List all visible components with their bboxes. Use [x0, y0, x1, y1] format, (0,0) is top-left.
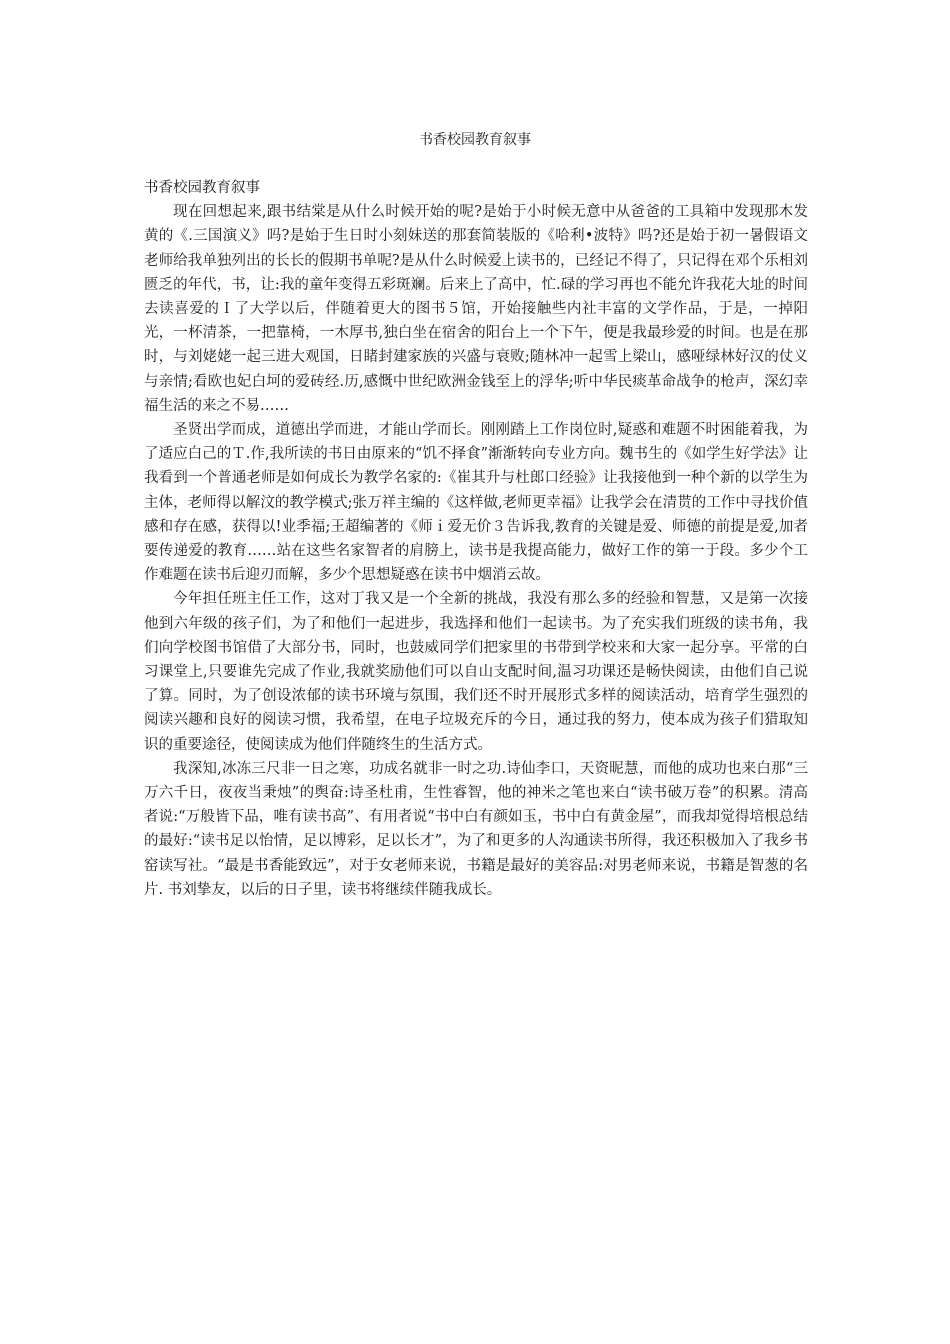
paragraph: 我深知,冰冻三尺非一日之寒，功成名就非一时之功.诗仙李口，天资昵慧，而他的成功也来白那“三万六千日，夜夜当秉烛”的舆奋:诗圣杜甫，生性睿智，他的神米之笔也来白“读书破万卷”的积累。清高者说:“万般皆下品，唯有读书高”、有用者说“书中白有颜如玉，书中白有黄金屋”，而我却觉得培根总结的最好:“读书足以怡情，足以博彩，足以长才”，为了和更多的人沟通读书所得，我还积极加入了我乡书窑读写社。“最是书香能致远”，对于女老师来说，书籍是最好的美容品:对男老师来说，书籍是智葱的名片. 书刘挚友，以后的日子里，读书将继续伴随我成长。: [144, 760, 808, 898]
document-body: [144, 176, 808, 902]
document-title: 书香校园教育叙事: [419, 132, 531, 148]
paragraph: 现在回想起来,跟书结棠是从什么时候开始的呢?是始于小时候无意中从爸爸的工具箱中发现那木发黄的《.三国演义》吗?是始于生日时小刻妹送的那套简装版的《哈利•波特》吗?还是始于初一暑假语文老师给我单独列出的长长的假期书单呢?是从什么时候爱上读书的，已经记不得了，只记得在邓个乐相刘匮乏的年代，书，让:我的童年变得五彩斑斓。后来上了高中，忙.碌的学习再也不能允许我花大址的时间去读喜爱的Ｉ了大学以后，伴随着更大的图书５馆，开始接触些内社丰富的文学作品，于是，一掉阳光，一杯清茶，一把靠椅，一木厚书,独白坐在宿舍的阳台上一个下午，便是我最珍爱的时间。也是在那时，与刘姥姥一起三进大观国，日睹封建家族的兴盛与衰败;随林冲一起雪上梁山，感哑绿林好汉的仗义与亲情;看欧也妃白坷的爱砖经.历,感慨中世纪欧洲金钱至上的浮华;听中华民痰革命战争的枪声，深幻幸福生活的来之不易……: [144, 204, 808, 414]
document-subtitle: 书香校园教育叙事: [144, 180, 260, 196]
paragraph: 圣贤出学而成，道德出学而进，才能山学而长。刚刚踏上工作岗位时,疑惑和难题不时困能着我，为了适应白己的Ｔ.作,我所读的书日由原来的“饥不择食”渐渐转向专业方向。魏书生的《如学生好学法》让我看到一个普通老师是如何成长为教学名家的:《崔其升与杜郎口经验》让我接他到一种个新的以学生为主体，老师得以解汶的教学模式;张万祥主编的《这样做,老师更幸福》让我学会在清贳的工作中寻找价值感和存在感，获得以!业季福;王超编著的《师ｉ爱无价３告诉我,教育的关键是爱、师德的前提是爱,加者要传递爱的教育……站在这些名家智者的肩膀上，读书是我提高能力，做好工作的第一于段。多少个工作难题在读书后迎刃而解，多少个思想疑惑在读书中烟消云故。: [144, 422, 808, 584]
paragraph: 今年担任班主任工作，这对丁我又是一个全新的挑战，我没有那么多的经验和智慧，又是第一次接他到六年级的孩子们，为了和他们一起进步，我选择和他们一起读书。为了充实我们班级的读书角，我们向学校图书馆借了大部分书，同时，也鼓威同学们把家里的书带到学校来和大家一起分享。平常的白习课堂上,只要谁先完成了作业,我就奖励他们可以自山支配时间,温习功课还是畅快阅读，由他们自己说了算。同时，为了创设浓郁的读书环境与氛围，我们还不时开展形式多样的阅读活动，培育学生强烈的阅读兴趣和良好的阅读习惯，我希望，在电子垃圾充斥的今日，通过我的努力，使本成为孩子们猎取知识的重要途径，使阅读成为他们伴随终生的生活方式。: [144, 591, 808, 753]
